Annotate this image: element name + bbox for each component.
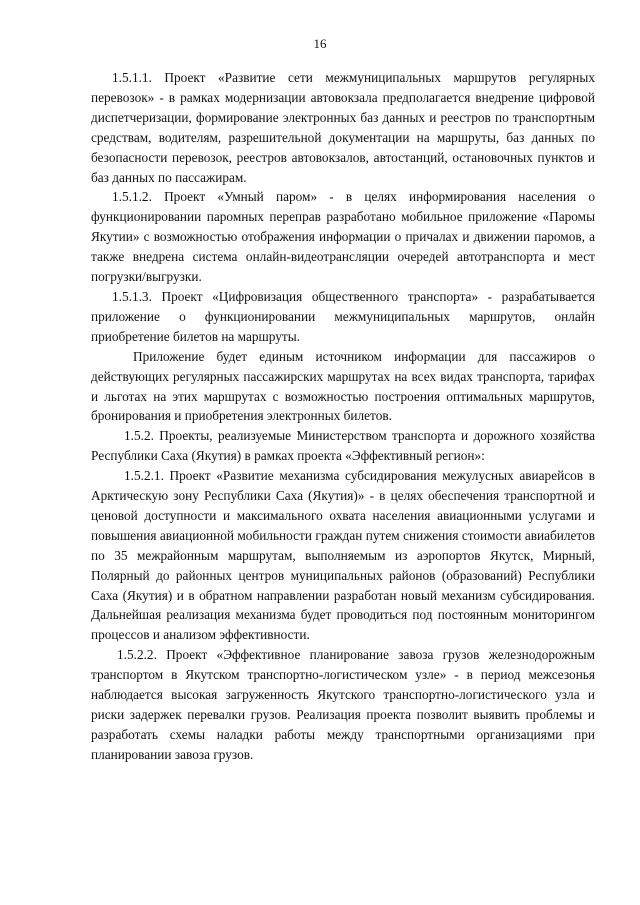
paragraph-1-5-2-1: 1.5.2.1. Проект «Развитие механизма субсидирования межулусных авиарейсов в Арктическую зону Республики Саха (Якутия)» - в целях обеспечения транспортной и ценовой доступности и максимального охвата населения авиационными услугами и повышения авиационной мобильности граждан путем снижения стоимости авиабилетов по 35 межрайонным маршрутам, выполняемым из аэропортов Якутск, Мирный, Полярный до районных центров муниципальных районов (образований) Республики Саха (Якутия) и в обратном направлении разработан новый механизм субсидирования. Дальнейшая реализация механизма будет проводиться под постоянным мониторингом процессов и анализом эффективности. — [91, 468, 595, 643]
paragraph-1-5-1-1: 1.5.1.1. Проект «Развитие сети межмуниципальных маршрутов регулярных перевозок» - в рамках модернизации автовокзала предполагается внедрение цифровой диспетчеризации, формирование электронных баз данных и реестров по транспортным средствам, водителям, разрешительной документации на маршруты, баз данных по безопасности перевозок, реестров автовокзалов, автостанций, остановочных пунктов и баз данных по пассажирам. — [91, 70, 595, 185]
paragraph-1-5-1-2: 1.5.1.2. Проект «Умный паром» - в целях информирования населения о функционировании паромных переправ разработано мобильное приложение «Паромы Якутии» с возможностью отображения информации о причалах и движении паромов, а также внедрена система онлайн-видеотрансляции очередей автотранспорта и мест погрузки/выгрузки. — [91, 189, 595, 285]
paragraph-1-5-2: 1.5.2. Проекты, реализуемые Министерством транспорта и дорожного хозяйства Республики Саха (Якутия) в рамках проекта «Эффективный регион»: — [91, 428, 595, 464]
page-number: 16 — [313, 36, 327, 51]
paragraph-1-5-2-2: 1.5.2.2. Проект «Эффективное планирование завоза грузов железнодорожным транспортом в Якутском транспортно-логистическом узле» - в период межсезонья наблюдается высокая загруженность Якутского транспортно-логистического узла и риски задержек перевалки грузов. Реализация проекта позволит выявить проблемы и разработать схемы наладки работы между транспортными организациями при планировании завоза грузов. — [91, 647, 595, 762]
paragraph-1-5-1-3: 1.5.1.3. Проект «Цифровизация общественного транспорта» - разрабатывается приложение о функционировании межмуниципальных маршрутов, онлайн приобретение билетов на маршруты. — [91, 288, 595, 344]
paragraph-app-description: Приложение будет единым источником информации для пассажиров о действующих регулярных пассажирских маршрутах на всех видах транспорта, тарифах и льготах на этих маршрутах с возможностью построения оптимальных маршрутов, бронирования и приобретения электронных билетов. — [91, 348, 595, 424]
document-body — [91, 68, 595, 765]
